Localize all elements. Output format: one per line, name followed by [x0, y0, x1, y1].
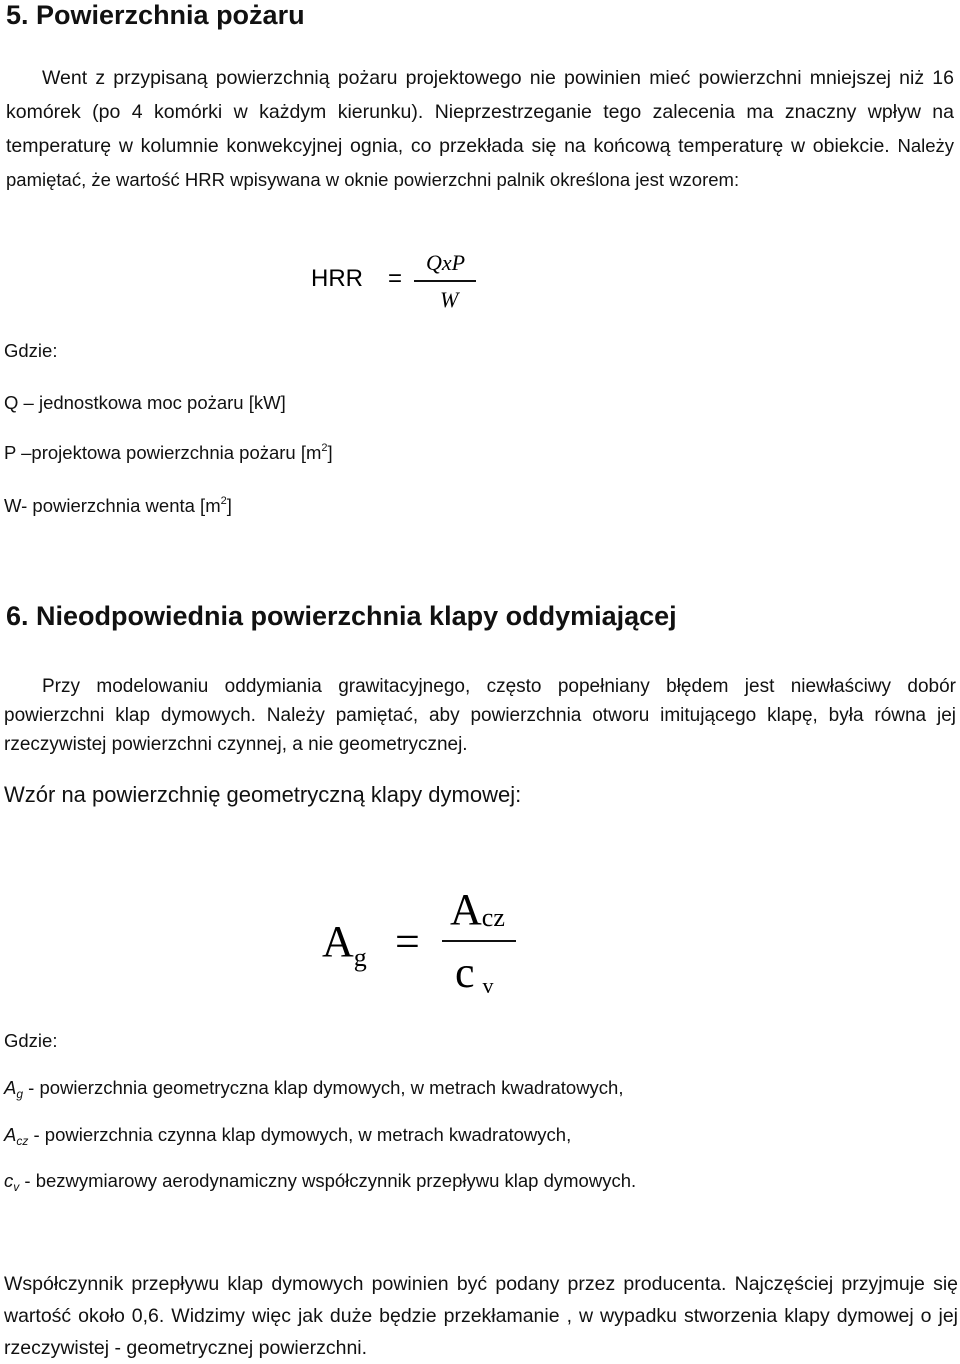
ag-formula-lhs-symbol: A [322, 917, 354, 966]
section-6-heading: 6. Nieodpowiednia powierzchnia klapy oddymiającej [6, 601, 677, 631]
section-5-paragraph-tail: Należy pamiętać, że wartość HRR wpisywana w oknie powierzchni palnik określona jest wzorem: [6, 135, 955, 190]
ag-formula-den-symbol: c [455, 948, 475, 997]
def-ag-sub: g [16, 1087, 24, 1101]
hrr-formula-denominator: W [440, 287, 459, 312]
section-5-where-label: Gdzie: [4, 340, 58, 361]
hrr-formula-equals: = [388, 265, 403, 292]
def-ag [4, 1077, 624, 1099]
def-acz-text: - powierzchnia czynna klap dymowych, w metrach kwadratowych, [28, 1124, 572, 1145]
def-p-sup: 2 [321, 442, 328, 454]
def-acz-symbol: A [4, 1124, 17, 1145]
hrr-formula-lhs: HRR [311, 265, 363, 292]
ag-formula-denominator [455, 947, 494, 999]
ag-formula-den-sub: v [482, 973, 494, 998]
section-6-paragraph: Przy modelowaniu oddymiania grawitacyjnego, często popełniany błędem jest niewłaściwy dobór powierzchni klap dymowych. Należy pamiętać, aby powierzchnia otworu imitującego klapę, była równa jej rzeczywistej powierzchni czynnej, a nie geometrycznej. [4, 676, 956, 755]
def-q-text: Q – jednostkowa moc pożaru [kW] [4, 392, 286, 413]
ag-formula-lhs-sub: g [353, 943, 367, 972]
def-ag-symbol: A [4, 1077, 17, 1098]
def-q [4, 392, 286, 414]
ag-formula [0, 880, 960, 1020]
def-cv-sub: v [13, 1180, 20, 1194]
def-w-sup: 2 [220, 495, 227, 507]
hrr-formula-numerator: QxP [426, 250, 466, 275]
def-ag-text: - powierzchnia geometryczna klap dymowych, w metrach kwadratowych, [23, 1077, 624, 1098]
ag-formula-num-symbol: A [450, 885, 482, 934]
def-acz-sub: cz [16, 1134, 29, 1148]
section-5-heading: 5. Powierzchnia pożaru [6, 0, 305, 30]
ag-formula-lhs [322, 916, 367, 973]
def-acz [4, 1124, 571, 1146]
def-cv-symbol: c [4, 1170, 14, 1191]
ag-formula-equals: = [395, 917, 420, 966]
hrr-formula [0, 245, 960, 315]
ag-formula-num-sub: cz [481, 903, 505, 932]
def-w [4, 495, 232, 517]
ag-fraction-bar [442, 940, 516, 942]
def-w-text: W- powierzchnia wenta [m [4, 495, 221, 516]
def-cv-text: - bezwymiarowy aerodynamiczny współczynnik przepływu klap dymowych. [19, 1170, 637, 1191]
closing-paragraph: Współczynnik przepływu klap dymowych powinien być podany przez producenta. Najczęściej przyjmuje się wartość około 0,6. Widzimy więc jak duże będzie przekłamanie , w wypadku stworzenia klapy dymowej o jej rzeczywistej - geometrycznej powierzchni. [4, 1273, 958, 1359]
def-w-tail: ] [226, 495, 232, 516]
def-p-tail: ] [327, 442, 333, 463]
section-5-paragraph [6, 61, 954, 197]
def-p [4, 442, 333, 464]
ag-formula-numerator [450, 884, 505, 935]
section-6-where-label: Gdzie: [4, 1030, 58, 1051]
section-5-paragraph-main: Went z przypisaną powierzchnią pożaru projektowego nie powinien mieć powierzchni mniejszej niż 16 komórek (po 4 komórki w każdym kierunku). Nieprzestrzeganie tego zalecenia ma znaczny wpływ na temperaturę w kolumnie konwekcyjnej ognia, co przekłada się na końcową temperaturę w obiekcie. [6, 67, 954, 157]
def-p-text: P –projektowa powierzchnia pożaru [m [4, 442, 322, 463]
hrr-fraction-bar [414, 280, 476, 282]
def-cv [4, 1170, 636, 1192]
formula-title: Wzór na powierzchnię geometryczną klapy dymowej: [4, 782, 522, 807]
